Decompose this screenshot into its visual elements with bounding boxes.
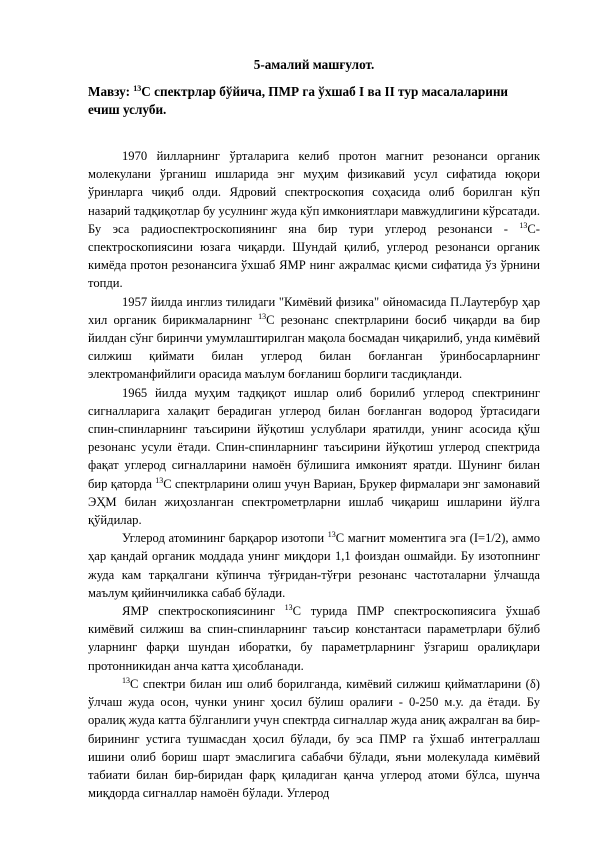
paragraph-5-part-1: ЯМР спектроскопиясининг — [122, 604, 285, 619]
paragraph-5 — [88, 602, 540, 675]
paragraph-2-part-2: C резонанс спектрларини босиб чиқарди ва бир йилдан сўнг биринчи умумлаштирилган мақола босмадан чиқарилиб, унда кимёвий силжиш қиймати билан углерод билан боғланган ўринбосарларнинг электроманфийлиги орасида маълум боғланиш борлиги тасдиқланди. — [88, 312, 541, 382]
paragraph-1-superscript: 13 — [519, 220, 528, 230]
paragraph-3-superscript: 13 — [155, 475, 164, 485]
paragraph-2-part-1: 1957 йилда инглиз тилидаги "Кимёвий физика" ойномасида П.Лаутербур ҳар хил органик бирикмаларнинг — [88, 294, 540, 327]
paragraph-4-part-2: C магнит моментига эга (I=1/2), аммо ҳар қандай органик моддада унинг миқдори 1,1 фоиздан ошмайди. Бу изотопнинг жуда кам тарқалгани кўпинча тўғридан-тўғри резонанс частоталарни ўлчашда маълум қийинчиликка сабаб бўлади. — [88, 531, 540, 600]
paragraph-6 — [88, 675, 540, 802]
paragraph-4-superscript: 13 — [327, 530, 336, 540]
paragraph-2 — [88, 293, 540, 384]
page-title: 5-амалий машғулот. — [253, 57, 375, 72]
paragraph-1-part-2: C-спектроскопиясини юзага чиқарди. Шундай қилиб, углерод резонанси органик кимёда протон резонансига ўхшаб ЯМР нинг ажралмас қисми сифатида ўз ўрнини топди. — [88, 221, 540, 291]
paragraph-1-part-1: 1970 йилларнинг ўрталарига келиб протон магнит резонанси органик молекулани ўрганиш ишларида энг муҳим физикавий усул сифатида юқори ўринларга чиқиб олди. Ядровий спектроскопия соҳасида олиб борилган кўп назарий тадқиқотлар бу усулнинг жуда кўп имкониятлари мавжудлигини кўрсатади. Бу эса радиоспектроскопиянинг яна бир тури углерод резонанси - — [88, 149, 540, 236]
subject-text: C спектрлар бўйича, ПМР га ўхшаб I ва II тур масалаларини ечиш услуби. — [88, 84, 509, 117]
paragraph-4 — [88, 529, 540, 602]
paragraph-5-superscript: 13 — [284, 603, 293, 613]
paragraph-3-part-1: 1965 йилда муҳим тадқиқот ишлар олиб борилиб углерод спектрининг сигналларига халақит берадиган углерод билан боғланган водород ўртасидаги спин-спинларнинг таъсирини йўқотиш услублари яратилди, унинг асосида қўш резонанс усули ётади. Спин-спинларнинг таъсирини йўқотиш углерод спектрида фақат углерод сигналларини намоён бўлишига имконият яратди. Шунинг билан бир қаторда — [88, 385, 540, 491]
subject-heading — [88, 83, 540, 119]
paragraph-5-part-2: C турида ПМР спектроскопиясига ўхшаб кимёвий силжиш ва спин-спинларнинг таъсир константаси параметрлари бўлиб уларнинг фарқи шундан иборатки, бу параметрларнинг ўзгариш оралиқлари протонникидан анча катта ҳисобланади. — [88, 604, 540, 673]
subject-prefix: Мавзу: — [88, 84, 134, 99]
paragraph-6-superscript: 13 — [122, 675, 130, 685]
paragraph-2-superscript: 13 — [258, 311, 267, 321]
paragraph-1 — [88, 147, 540, 293]
paragraph-3 — [88, 384, 540, 530]
paragraph-6-part-2: C спектри билан иш олиб борилганда, кимёвий силжиш қийматларини (δ) ўлчаш жуда осон, чунки унинг ҳосил бўлиш оралиғи - 0-250 м.у. да ётади. Бу оралиқ жуда катта бўлганлиги учун спектрда сигналлар жуда аниқ ажралган ва бир-бирининг устига тушмасдан ҳосил бўлади, бу эса ПМР га ўхшаб интеграллаш ишини олиб бориш шарт эмаслигига сабабчи бўлади, яъни молекулада кимёвий табиати билан бир-биридан фарқ қиладиган қанча углерод атоми бўлса, шунча миқдорда сигналлар намоён бўлади. Углерод — [88, 676, 540, 801]
subject-superscript: 13 — [133, 84, 142, 93]
paragraph-3-part-2: C спектрларини олиш учун Вариан, Брукер фирмалари энг замонавий ЭҲМ билан жиҳозланган спектрометрларни ишлаб чиқариш ишларини йўлга қўйдилар. — [88, 476, 540, 528]
paragraph-4-part-1: Углерод атомининг барқарор изотопи — [122, 531, 328, 546]
